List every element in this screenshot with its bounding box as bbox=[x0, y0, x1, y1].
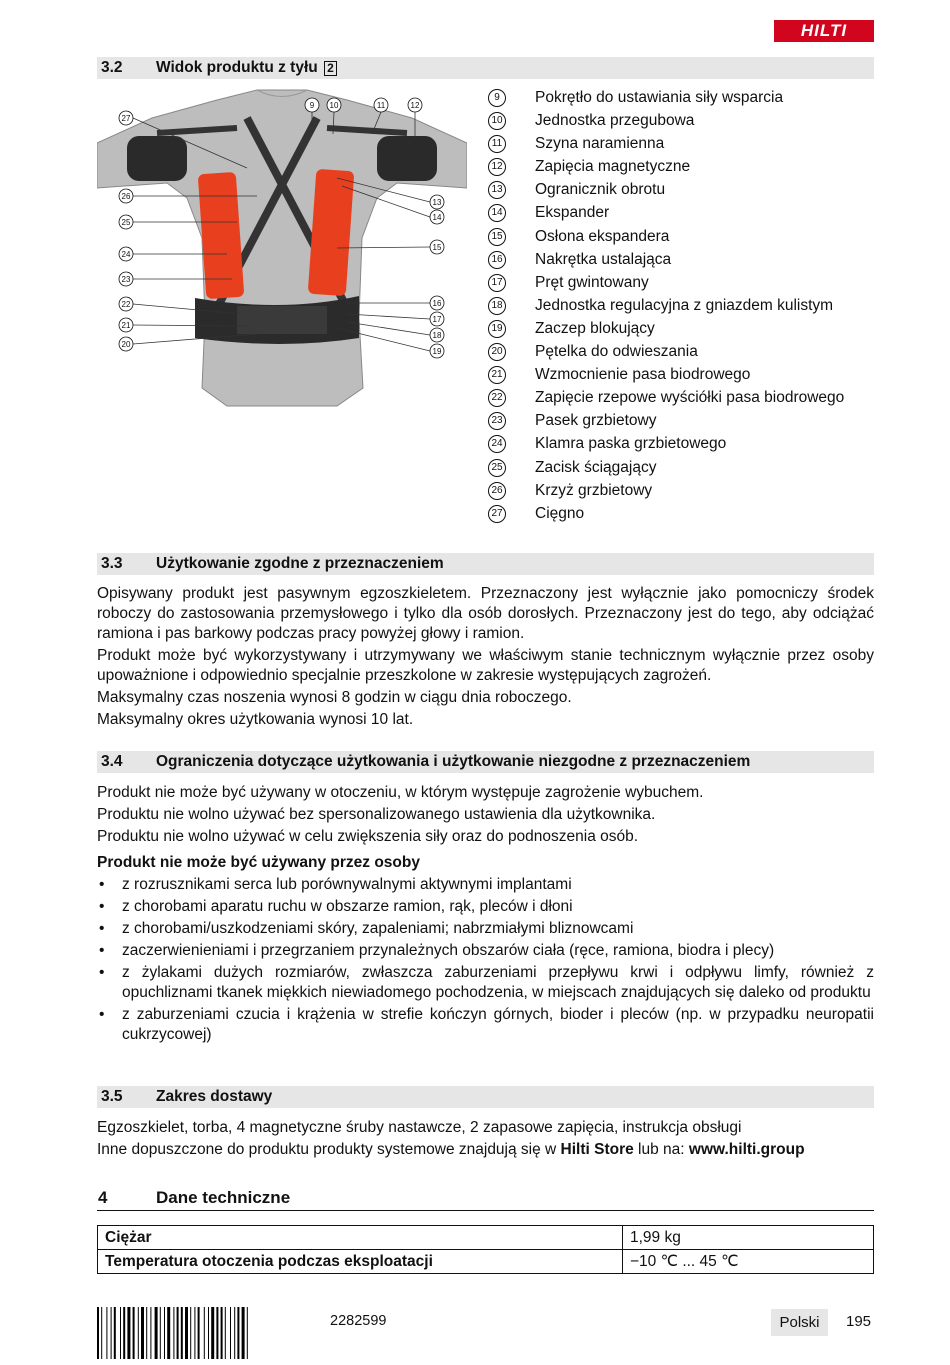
legend-item bbox=[488, 386, 878, 409]
legend-item bbox=[488, 132, 878, 155]
legend-item bbox=[488, 479, 878, 502]
figure-ref-badge: 2 bbox=[324, 61, 337, 76]
callout-21 bbox=[119, 318, 133, 332]
legend-number: 15 bbox=[488, 228, 506, 246]
legend-item bbox=[488, 317, 878, 340]
legend-text: Nakrętka ustalająca bbox=[535, 250, 672, 268]
barcode-bar bbox=[247, 1307, 248, 1359]
legend-number: 13 bbox=[488, 181, 506, 199]
barcode-bar bbox=[123, 1307, 125, 1359]
callout-label: 12 bbox=[410, 101, 420, 110]
barcode-bar bbox=[141, 1307, 144, 1359]
barcode-bar bbox=[225, 1307, 226, 1359]
legend-number: 22 bbox=[488, 389, 506, 407]
barcode-bar bbox=[237, 1307, 239, 1359]
legend-number: 9 bbox=[488, 89, 506, 107]
callout-label: 17 bbox=[432, 315, 442, 324]
callout-19 bbox=[430, 344, 444, 358]
section-3-4-heading bbox=[97, 751, 874, 773]
barcode-bar bbox=[194, 1307, 195, 1359]
legend-text: Pasek grzbietowy bbox=[535, 412, 657, 430]
paragraph: Produkt nie może być używany w otoczeniu, w którym występuje zagrożenie wybuchem. bbox=[97, 784, 704, 801]
legend-text: Zacisk ściągający bbox=[535, 458, 657, 476]
barcode-bar bbox=[177, 1307, 179, 1359]
callout-27 bbox=[119, 111, 133, 125]
barcode-bar bbox=[211, 1307, 214, 1359]
section-3-4-body bbox=[97, 783, 874, 1047]
legend-item bbox=[488, 109, 878, 132]
barcode-bar bbox=[120, 1307, 121, 1359]
list-item: • z rozrusznikami serca lub porównywalnymi aktywnymi implantami bbox=[97, 875, 874, 895]
callout-label: 22 bbox=[121, 300, 131, 309]
section-title: Ograniczenia dotyczące użytkowania i użytkowanie niezgodne z przeznaczeniem bbox=[156, 753, 751, 770]
barcode-bar bbox=[101, 1307, 102, 1359]
list-item: • zaczerwienieniami i przegrzaniem przynależnych obszarów ciała (ręce, ramiona, biodra i plecy) bbox=[97, 941, 874, 961]
barcode-bar bbox=[127, 1307, 130, 1359]
callout-10 bbox=[327, 98, 341, 112]
callout-16 bbox=[430, 296, 444, 310]
list-item: • z chorobami/uszkodzeniami skóry, zapaleniami; nabrzmiałymi bliznowcami bbox=[97, 919, 874, 939]
chapter-4-heading bbox=[97, 1188, 874, 1211]
legend-number: 17 bbox=[488, 274, 506, 292]
callout-label: 20 bbox=[121, 340, 131, 349]
callout-22 bbox=[119, 297, 133, 311]
legend-item bbox=[488, 340, 878, 363]
callout-20 bbox=[119, 337, 133, 351]
callout-label: 14 bbox=[432, 213, 442, 222]
page-number: 195 bbox=[846, 1313, 872, 1330]
legend-item bbox=[488, 363, 878, 386]
spec-key: Temperatura otoczenia podczas eksploatacji bbox=[98, 1250, 623, 1274]
legend-number: 21 bbox=[488, 366, 506, 384]
barcode-bar bbox=[208, 1307, 209, 1359]
legend-item bbox=[488, 432, 878, 455]
section-title-text: Widok produktu z tyłu bbox=[156, 59, 318, 76]
barcode-bar bbox=[181, 1307, 183, 1359]
callout-24 bbox=[119, 247, 133, 261]
callout-18 bbox=[430, 328, 444, 342]
legend-number: 20 bbox=[488, 343, 506, 361]
legend-number: 16 bbox=[488, 251, 506, 269]
table-row bbox=[98, 1226, 874, 1250]
callout-11 bbox=[374, 98, 388, 112]
legend-item bbox=[488, 201, 878, 224]
legend-text: Klamra paska grzbietowego bbox=[535, 435, 727, 453]
callout-25 bbox=[119, 215, 133, 229]
callout-label: 27 bbox=[121, 114, 131, 123]
legend-text: Jednostka regulacyjna z gniazdem kulistym bbox=[535, 296, 834, 314]
legend-item bbox=[488, 178, 878, 201]
legend-text: Pętelka do odwieszania bbox=[535, 343, 698, 361]
barcode-bar bbox=[150, 1307, 151, 1359]
barcode-bar bbox=[155, 1307, 158, 1359]
barcode-bar bbox=[133, 1307, 135, 1359]
callout-9 bbox=[305, 98, 319, 112]
document-code: 2282599 bbox=[330, 1313, 387, 1329]
legend-number: 25 bbox=[488, 459, 506, 477]
barcode-bar bbox=[114, 1307, 116, 1359]
legend-text: Pręt gwintowany bbox=[535, 273, 649, 291]
callout-label: 13 bbox=[432, 198, 442, 207]
barcode-bar bbox=[160, 1307, 161, 1359]
legend-item bbox=[488, 456, 878, 479]
spec-value: 1,99 kg bbox=[623, 1226, 874, 1250]
section-title: Zakres dostawy bbox=[156, 1088, 273, 1105]
legend-item bbox=[488, 271, 878, 294]
callout-label: 23 bbox=[121, 275, 131, 284]
legend-item bbox=[488, 86, 878, 109]
callout-label: 18 bbox=[432, 331, 442, 340]
legend-item bbox=[488, 294, 878, 317]
section-title bbox=[156, 57, 337, 79]
legend-number: 24 bbox=[488, 435, 506, 453]
callout-14 bbox=[430, 210, 444, 224]
chapter-title: Dane techniczne bbox=[156, 1188, 291, 1207]
section-3-5-heading bbox=[97, 1086, 874, 1108]
callout-label: 26 bbox=[121, 192, 131, 201]
text: lub na: bbox=[633, 1141, 689, 1158]
callout-13 bbox=[430, 195, 444, 209]
paragraph: Maksymalny czas noszenia wynosi 8 godzin w ciągu dnia roboczego. bbox=[97, 689, 572, 706]
legend-text: Ekspander bbox=[535, 204, 610, 222]
subheading: Produkt nie może być używany przez osoby bbox=[97, 854, 420, 871]
legend-number: 10 bbox=[488, 112, 506, 130]
callout-label: 11 bbox=[376, 101, 386, 110]
legend-number: 14 bbox=[488, 204, 506, 222]
legend-text: Zapięcie rzepowe wyściółki pasa biodrowego bbox=[535, 389, 845, 407]
barcode-bar bbox=[185, 1307, 188, 1359]
callout-label: 25 bbox=[121, 218, 131, 227]
paragraph: Opisywany produkt jest pasywnym egzoszkieletem. Przeznaczony jest wyłącznie jako pomocniczy środek roboczy do zastosowania przemysłowego i tylko dla osób dorosłych. Przeznaczony jest do tego, aby odciążać ramiona i pas barkowy podczas pracy powyżej głowy i ramion. bbox=[97, 585, 874, 642]
spec-value: −10 ℃ ... 45 ℃ bbox=[623, 1250, 874, 1274]
paragraph bbox=[97, 1140, 874, 1160]
technical-data-table bbox=[97, 1225, 874, 1274]
paragraph: Produktu nie wolno używać bez spersonalizowanego ustawienia dla użytkownika. bbox=[97, 806, 656, 823]
section-3-2-heading bbox=[97, 57, 874, 79]
barcode-bar bbox=[167, 1307, 170, 1359]
barcode-bar bbox=[97, 1307, 99, 1359]
callout-17 bbox=[430, 312, 444, 326]
barcode-bar bbox=[242, 1307, 245, 1359]
legend-item bbox=[488, 225, 878, 248]
barcode-bar bbox=[138, 1307, 139, 1359]
legend-number: 19 bbox=[488, 320, 506, 338]
legend-text: Osłona ekspandera bbox=[535, 227, 670, 245]
legend-text: Ogranicznik obrotu bbox=[535, 181, 666, 199]
paragraph: Egzoszkielet, torba, 4 magnetyczne śruby nastawcze, 2 zapasowe zapięcia, instrukcja obsługi bbox=[97, 1119, 742, 1136]
list-item: • z zaburzeniami czucia i krążenia w strefie kończyn górnych, bioder i pleców (np. w przypadku neuropatii cukrzycowej) bbox=[97, 1005, 874, 1045]
section-number: 3.2 bbox=[101, 59, 123, 76]
hilti-logo: HILTI bbox=[774, 20, 874, 42]
legend-text: Zaczep blokujący bbox=[535, 319, 655, 337]
barcode-bar bbox=[106, 1307, 107, 1359]
legend-number: 26 bbox=[488, 482, 506, 500]
figure-legend bbox=[488, 86, 878, 525]
paragraph: Produkt może być wykorzystywany i utrzymywany we właściwym stanie technicznym wyłącznie przez osoby upoważnione i odpowiednio specjalnie przeszkolone w zakresie występujących zagrożeń. bbox=[97, 647, 874, 684]
hilti-store-link[interactable]: Hilti Store bbox=[560, 1141, 634, 1158]
text: Inne dopuszczone do produktu produkty systemowe znajdują się w bbox=[97, 1141, 561, 1158]
callout-15 bbox=[430, 240, 444, 254]
callout-label: 16 bbox=[432, 299, 442, 308]
legend-number: 18 bbox=[488, 297, 506, 315]
barcode-bar bbox=[198, 1307, 200, 1359]
section-number: 3.3 bbox=[101, 555, 123, 572]
product-back-view-figure bbox=[97, 88, 467, 408]
barcode bbox=[97, 1307, 317, 1359]
legend-item bbox=[488, 155, 878, 178]
legend-number: 11 bbox=[488, 135, 506, 153]
legend-item bbox=[488, 248, 878, 271]
table-row bbox=[98, 1250, 874, 1274]
legend-item bbox=[488, 409, 878, 432]
legend-number: 23 bbox=[488, 412, 506, 430]
paragraph: Maksymalny okres użytkowania wynosi 10 lat. bbox=[97, 711, 414, 728]
barcode-bar bbox=[190, 1307, 191, 1359]
legend-text: Jednostka przegubowa bbox=[535, 112, 695, 130]
callout-label: 24 bbox=[121, 250, 131, 259]
language-tab: Polski bbox=[771, 1309, 828, 1336]
legend-text: Pokrętło do ustawiania siły wsparcia bbox=[535, 89, 784, 106]
barcode-bar bbox=[230, 1307, 231, 1359]
hilti-url-link[interactable]: www.hilti.group bbox=[688, 1141, 805, 1158]
callout-label: 10 bbox=[329, 101, 339, 110]
barcode-bar bbox=[146, 1307, 147, 1359]
barcode-bar bbox=[173, 1307, 174, 1359]
callout-label: 9 bbox=[309, 101, 315, 110]
legend-text: Wzmocnienie pasa biodrowego bbox=[535, 366, 751, 384]
spec-key: Ciężar bbox=[98, 1226, 623, 1250]
legend-number: 12 bbox=[488, 158, 506, 176]
callout-label: 15 bbox=[432, 243, 442, 252]
callout-23 bbox=[119, 272, 133, 286]
callout-label: 21 bbox=[121, 321, 131, 330]
legend-text: Zapięcia magnetyczne bbox=[535, 158, 691, 176]
section-number: 3.4 bbox=[101, 753, 123, 770]
callout-label: 19 bbox=[432, 347, 442, 356]
list-item: • z chorobami aparatu ruchu w obszarze ramion, rąk, pleców i dłoni bbox=[97, 897, 874, 917]
chapter-number: 4 bbox=[98, 1188, 108, 1207]
restriction-list bbox=[97, 875, 874, 1045]
barcode-bar bbox=[111, 1307, 112, 1359]
section-title: Użytkowanie zgodne z przeznaczeniem bbox=[156, 555, 444, 572]
section-3-5-body bbox=[97, 1118, 874, 1162]
barcode-bar bbox=[216, 1307, 218, 1359]
callout-12 bbox=[408, 98, 422, 112]
barcode-bar bbox=[221, 1307, 223, 1359]
barcode-bar bbox=[164, 1307, 165, 1359]
legend-text: Szyna naramienna bbox=[535, 135, 665, 153]
legend-text: Cięgno bbox=[535, 504, 585, 522]
barcode-bar bbox=[204, 1307, 205, 1359]
barcode-bar bbox=[234, 1307, 235, 1359]
legend-item bbox=[488, 502, 878, 525]
section-number: 3.5 bbox=[101, 1088, 123, 1105]
section-3-3-heading bbox=[97, 553, 874, 575]
list-item: • z żylakami dużych rozmiarów, zwłaszcza zaburzeniami przepływu krwi i odpływu limfy, również z opuchliznami tkanek miękkich niewiadomego pochodzenia, w miejscach znajdujących się daleko od produktu bbox=[97, 963, 874, 1003]
legend-text: Krzyż grzbietowy bbox=[535, 481, 653, 499]
callout-26 bbox=[119, 189, 133, 203]
legend-number: 27 bbox=[488, 505, 506, 523]
paragraph: Produktu nie wolno używać w celu zwiększenia siły oraz do podnoszenia osób. bbox=[97, 828, 639, 845]
section-3-3-body bbox=[97, 584, 874, 732]
